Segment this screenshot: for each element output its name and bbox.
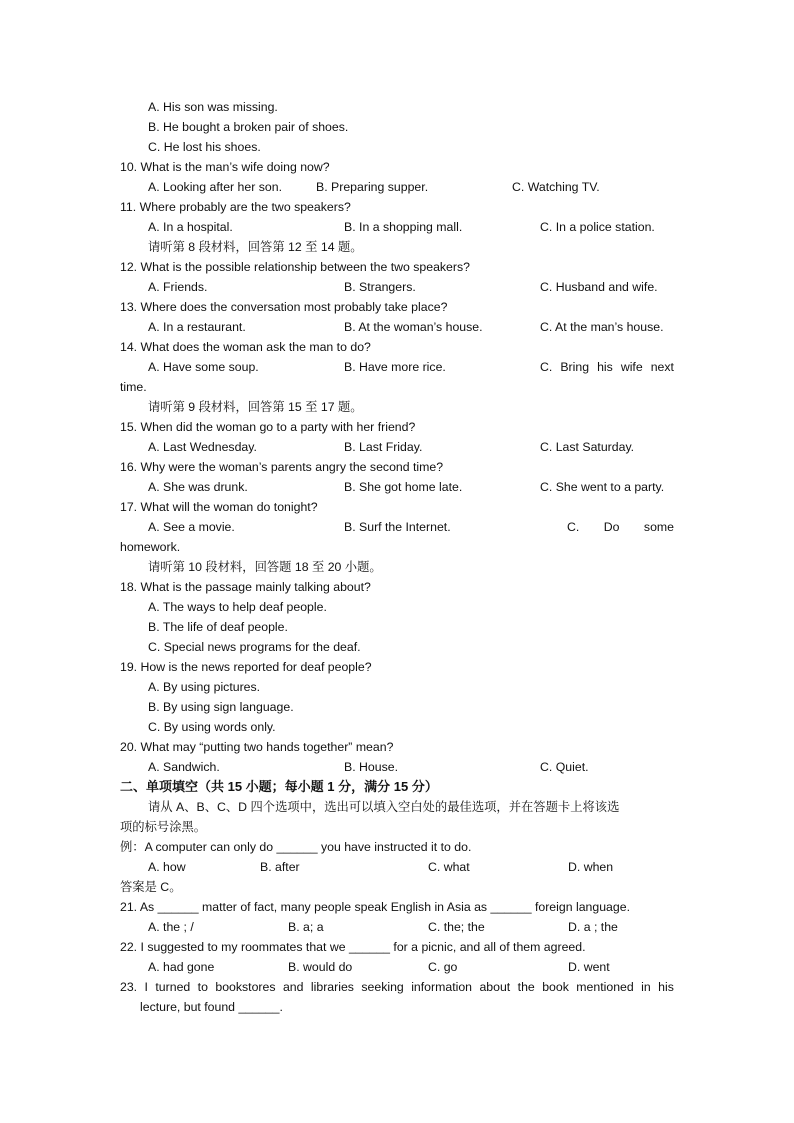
option-c-continued: homework.	[120, 540, 181, 554]
word: the	[517, 980, 535, 994]
option-a: A. the ; /	[148, 920, 194, 934]
question-13: 13. Where does the conversation most probably take place?	[120, 300, 448, 314]
section-instruction: 请听第 8 段材料，回答第 12 至 14 题。	[148, 240, 363, 254]
option-b: B. She got home late.	[344, 480, 463, 494]
word: I	[144, 980, 148, 994]
question-20: 20. What may “putting two hands together” mean?	[120, 740, 394, 754]
question-22: 22. I suggested to my roommates that we ______ for a picnic, and all of them agreed.	[120, 940, 586, 954]
word: C.	[567, 520, 580, 534]
option-c: C. Quiet.	[540, 760, 589, 774]
question-11: 11. Where probably are the two speakers?	[120, 200, 351, 214]
question-23-continued: lecture, but found ______.	[140, 1000, 283, 1014]
section-instruction: 请听第 10 段材料，回答题 18 至 20 小题。	[148, 560, 382, 574]
option-a: A. In a restaurant.	[148, 320, 246, 334]
word: libraries	[310, 980, 354, 994]
option-line: B. He bought a broken pair of shoes.	[148, 120, 349, 134]
option-b: B. a; a	[288, 920, 324, 934]
option-c: C. what	[428, 860, 470, 874]
option-line: C. He lost his shoes.	[148, 140, 261, 154]
word: his	[658, 980, 674, 994]
question-10: 10. What is the man’s wife doing now?	[120, 160, 330, 174]
option-b: B. By using sign language.	[148, 700, 294, 714]
example-question: 例：A computer can only do ______ you have instructed it to do.	[120, 840, 472, 854]
section-instruction: 请从 A、B、C、D 四个选项中，选出可以填入空白处的最佳选项，并在答题卡上将该选	[148, 800, 620, 814]
question-12: 12. What is the possible relationship between the two speakers?	[120, 260, 470, 274]
option-c: C. Last Saturday.	[540, 440, 635, 454]
option-a: A. Last Wednesday.	[148, 440, 257, 454]
option-a: A. how	[148, 860, 186, 874]
option-a: A. In a hospital.	[148, 220, 233, 234]
option-b: B. In a shopping mall.	[344, 220, 463, 234]
section-heading: 二、单项填空（共 15 小题；每小题 1 分，满分 15 分）	[120, 779, 438, 794]
option-c	[540, 359, 674, 375]
option-a: A. Looking after her son.	[148, 180, 282, 194]
option-c-continued: time.	[120, 380, 147, 394]
option-a: A. had gone	[148, 960, 215, 974]
option-b: B. Preparing supper.	[316, 180, 429, 194]
option-c: C. Special news programs for the deaf.	[148, 640, 361, 654]
word: C.	[540, 360, 553, 374]
word: Bring	[560, 360, 590, 374]
option-c: C. In a police station.	[540, 220, 655, 234]
option-a: A. Have some soup.	[148, 360, 259, 374]
word: next	[650, 360, 674, 374]
option-c: C. go	[428, 960, 458, 974]
word: to	[197, 980, 208, 994]
word: 23.	[120, 980, 138, 994]
question-14: 14. What does the woman ask the man to do?	[120, 340, 371, 354]
example-answer: 答案是 C。	[120, 880, 182, 894]
option-b: B. House.	[344, 760, 398, 774]
word: information	[411, 980, 473, 994]
option-a: A. Friends.	[148, 280, 208, 294]
question-21: 21. As ______ matter of fact, many people speak English in Asia as ______ foreign language.	[120, 900, 630, 914]
option-b: B. would do	[288, 960, 353, 974]
word: in	[641, 980, 651, 994]
question-16: 16. Why were the woman’s parents angry the second time?	[120, 460, 444, 474]
option-b: B. Have more rice.	[344, 360, 446, 374]
word: his	[597, 360, 613, 374]
option-c	[567, 519, 674, 535]
option-b: B. after	[260, 860, 300, 874]
option-c: C. She went to a party.	[540, 480, 665, 494]
word: Do	[603, 520, 620, 534]
option-a: A. By using pictures.	[148, 680, 261, 694]
option-c: C. By using words only.	[148, 720, 276, 734]
option-a: A. The ways to help deaf people.	[148, 600, 327, 614]
question-18: 18. What is the passage mainly talking about?	[120, 580, 371, 594]
option-c: C. At the man’s house.	[540, 320, 664, 334]
option-c: C. Watching TV.	[512, 180, 600, 194]
word: mentioned	[576, 980, 634, 994]
option-b: B. Surf the Internet.	[344, 520, 451, 534]
option-a: A. Sandwich.	[148, 760, 220, 774]
question-23	[120, 979, 674, 995]
option-c: C. Husband and wife.	[540, 280, 658, 294]
section-instruction: 请听第 9 段材料，回答第 15 至 17 题。	[148, 400, 363, 414]
option-d: D. when	[568, 860, 614, 874]
option-d: D. went	[568, 960, 610, 974]
word: wife	[620, 360, 643, 374]
option-a: A. See a movie.	[148, 520, 235, 534]
word: seeking	[361, 980, 404, 994]
option-d: D. a ; the	[568, 920, 618, 934]
question-15: 15. When did the woman go to a party with her friend?	[120, 420, 416, 434]
option-b: B. The life of deaf people.	[148, 620, 288, 634]
option-c: C. the; the	[428, 920, 485, 934]
word: bookstores	[215, 980, 276, 994]
option-line: A. His son was missing.	[148, 100, 278, 114]
question-17: 17. What will the woman do tonight?	[120, 500, 318, 514]
option-b: B. At the woman’s house.	[344, 320, 483, 334]
option-a: A. She was drunk.	[148, 480, 248, 494]
word: and	[282, 980, 304, 994]
option-b: B. Strangers.	[344, 280, 416, 294]
section-instruction: 项的标号涂黑。	[120, 820, 207, 834]
option-b: B. Last Friday.	[344, 440, 423, 454]
word: about	[479, 980, 511, 994]
question-19: 19. How is the news reported for deaf people?	[120, 660, 372, 674]
word: some	[643, 520, 674, 534]
word: turned	[155, 980, 191, 994]
word: book	[542, 980, 569, 994]
